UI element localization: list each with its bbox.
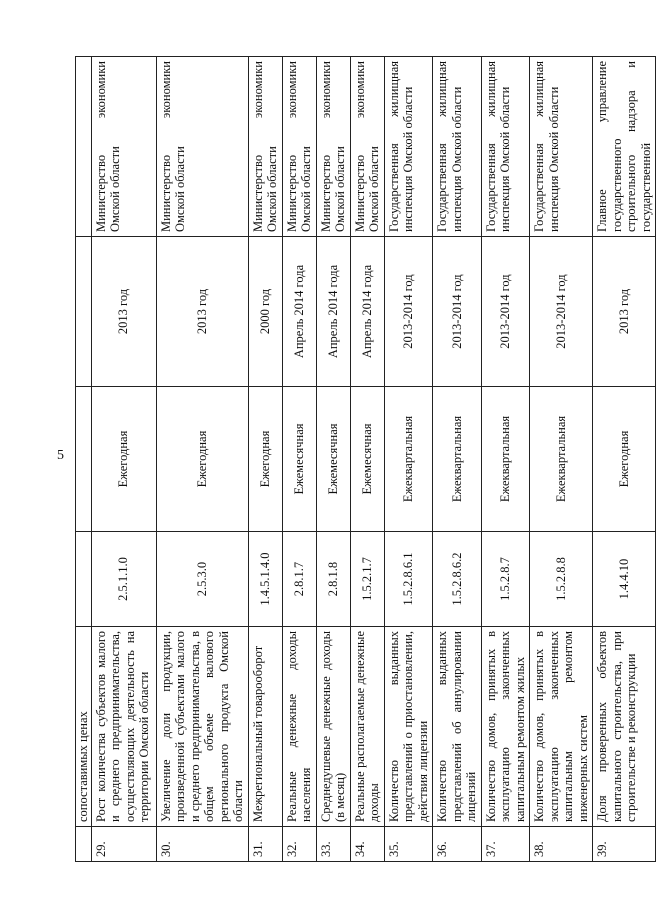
cell-num: 34. — [350, 827, 384, 862]
cell-org: Государственная жилищная инспекция Омской области — [530, 57, 593, 237]
table-row — [282, 57, 316, 862]
table-row — [316, 57, 350, 862]
cell-period: Ежегодная — [91, 387, 156, 532]
table-row — [350, 57, 384, 862]
cell-code: 1.5.2.8.6.2 — [433, 532, 482, 627]
cell-org — [76, 57, 92, 237]
cell-num: 31. — [248, 827, 282, 862]
cell-org: Министерство экономики Омской области — [282, 57, 316, 237]
cell-code: 1.5.2.1.7 — [350, 532, 384, 627]
cell-org: Министерство экономики Омской области — [350, 57, 384, 237]
cell-name: Количество домов, принятых в эксплуатацию законченных капитальным ремонтом инженерных систем — [530, 627, 593, 827]
cell-code: 1.5.2.8.7 — [481, 532, 530, 627]
cell-date: Апрель 2014 года — [350, 237, 384, 387]
cell-code — [76, 532, 92, 627]
cell-code: 2.5.1.1.0 — [91, 532, 156, 627]
cell-period — [76, 387, 92, 532]
table-row — [593, 57, 656, 862]
table-row — [156, 57, 248, 862]
cell-date: 2013-2014 год — [530, 237, 593, 387]
cell-code: 1.5.2.8.8 — [530, 532, 593, 627]
cell-num: 37. — [481, 827, 530, 862]
cell-period: Ежегодная — [593, 387, 656, 532]
cell-org: Министерство экономики Омской области — [316, 57, 350, 237]
cell-name: Реальные денежные доходы населения — [282, 627, 316, 827]
table-body — [76, 57, 656, 862]
cell-period: Ежемесячная — [316, 387, 350, 532]
cell-org: Главное управление государственного строительного надзора и государственной — [593, 57, 656, 237]
cell-name: сопоставимых ценах — [76, 627, 92, 827]
cell-date: Апрель 2014 года — [282, 237, 316, 387]
cell-code: 1.4.4.10 — [593, 532, 656, 627]
cell-period: Ежемесячная — [350, 387, 384, 532]
cell-org: Государственная жилищная инспекция Омской области — [433, 57, 482, 237]
cell-period: Ежеквартальная — [530, 387, 593, 532]
cell-date: 2013-2014 год — [481, 237, 530, 387]
cell-date — [76, 237, 92, 387]
cell-name: Среднедушевые денежные доходы (в месяц) — [316, 627, 350, 827]
cell-org: Государственная жилищная инспекция Омской области — [481, 57, 530, 237]
cell-date: 2013 год — [593, 237, 656, 387]
table-row-continuation — [76, 57, 92, 862]
cell-name: Количество выданных представлений об аннулировании лицензий — [433, 627, 482, 827]
cell-period: Ежегодная — [248, 387, 282, 532]
cell-num: 35. — [384, 827, 433, 862]
cell-num — [76, 827, 92, 862]
cell-name: Количество выданных представлений о приостановлении, действия лицензии — [384, 627, 433, 827]
cell-num: 39. — [593, 827, 656, 862]
cell-period: Ежеквартальная — [481, 387, 530, 532]
cell-period: Ежегодная — [156, 387, 248, 532]
cell-num: 32. — [282, 827, 316, 862]
cell-org: Государственная жилищная инспекция Омской области — [384, 57, 433, 237]
cell-org: Министерство экономики Омской области — [91, 57, 156, 237]
table-row — [530, 57, 593, 862]
cell-num: 29. — [91, 827, 156, 862]
table-row — [248, 57, 282, 862]
cell-date: 2000 год — [248, 237, 282, 387]
table-row — [91, 57, 156, 862]
indicator-table — [75, 56, 656, 862]
cell-code: 2.8.1.7 — [282, 532, 316, 627]
cell-code: 1.4.5.1.4.0 — [248, 532, 282, 627]
cell-name: Увеличение доли продукции, произведенной субъектами малого и среднего предпринимательства, в общем объеме валового регионального продукта Омской области — [156, 627, 248, 827]
cell-date: 2013 год — [156, 237, 248, 387]
table-row — [481, 57, 530, 862]
table-row — [384, 57, 433, 862]
cell-period: Ежеквартальная — [384, 387, 433, 532]
rotated-page-content — [75, 57, 653, 862]
cell-code: 2.8.1.8 — [316, 532, 350, 627]
cell-org: Министерство экономики Омской области — [156, 57, 248, 237]
cell-code: 1.5.2.8.6.1 — [384, 532, 433, 627]
cell-name: Реальные располагаемые денежные доходы — [350, 627, 384, 827]
cell-date: Апрель 2014 года — [316, 237, 350, 387]
cell-num: 36. — [433, 827, 482, 862]
cell-num: 30. — [156, 827, 248, 862]
table-row — [433, 57, 482, 862]
cell-date: 2013 год — [91, 237, 156, 387]
page-number: 5 — [57, 448, 64, 463]
cell-date: 2013-2014 год — [384, 237, 433, 387]
cell-num: 33. — [316, 827, 350, 862]
cell-period: Ежемесячная — [282, 387, 316, 532]
cell-code: 2.5.3.0 — [156, 532, 248, 627]
cell-org: Министерство экономики Омской области — [248, 57, 282, 237]
cell-num: 38. — [530, 827, 593, 862]
cell-name: Рост количества субъектов малого и среднего предпринимательства, осуществляющих деятельность на территории Омской области — [91, 627, 156, 827]
cell-name: Количество домов, принятых в эксплуатацию законченных капитальным ремонтом жилых — [481, 627, 530, 827]
cell-name: Межрегиональный товарооборот — [248, 627, 282, 827]
cell-period: Ежеквартальная — [433, 387, 482, 532]
cell-name: Доля проверенных объектов капитального строительства, при строительстве и реконструкции — [593, 627, 656, 827]
cell-date: 2013-2014 год — [433, 237, 482, 387]
